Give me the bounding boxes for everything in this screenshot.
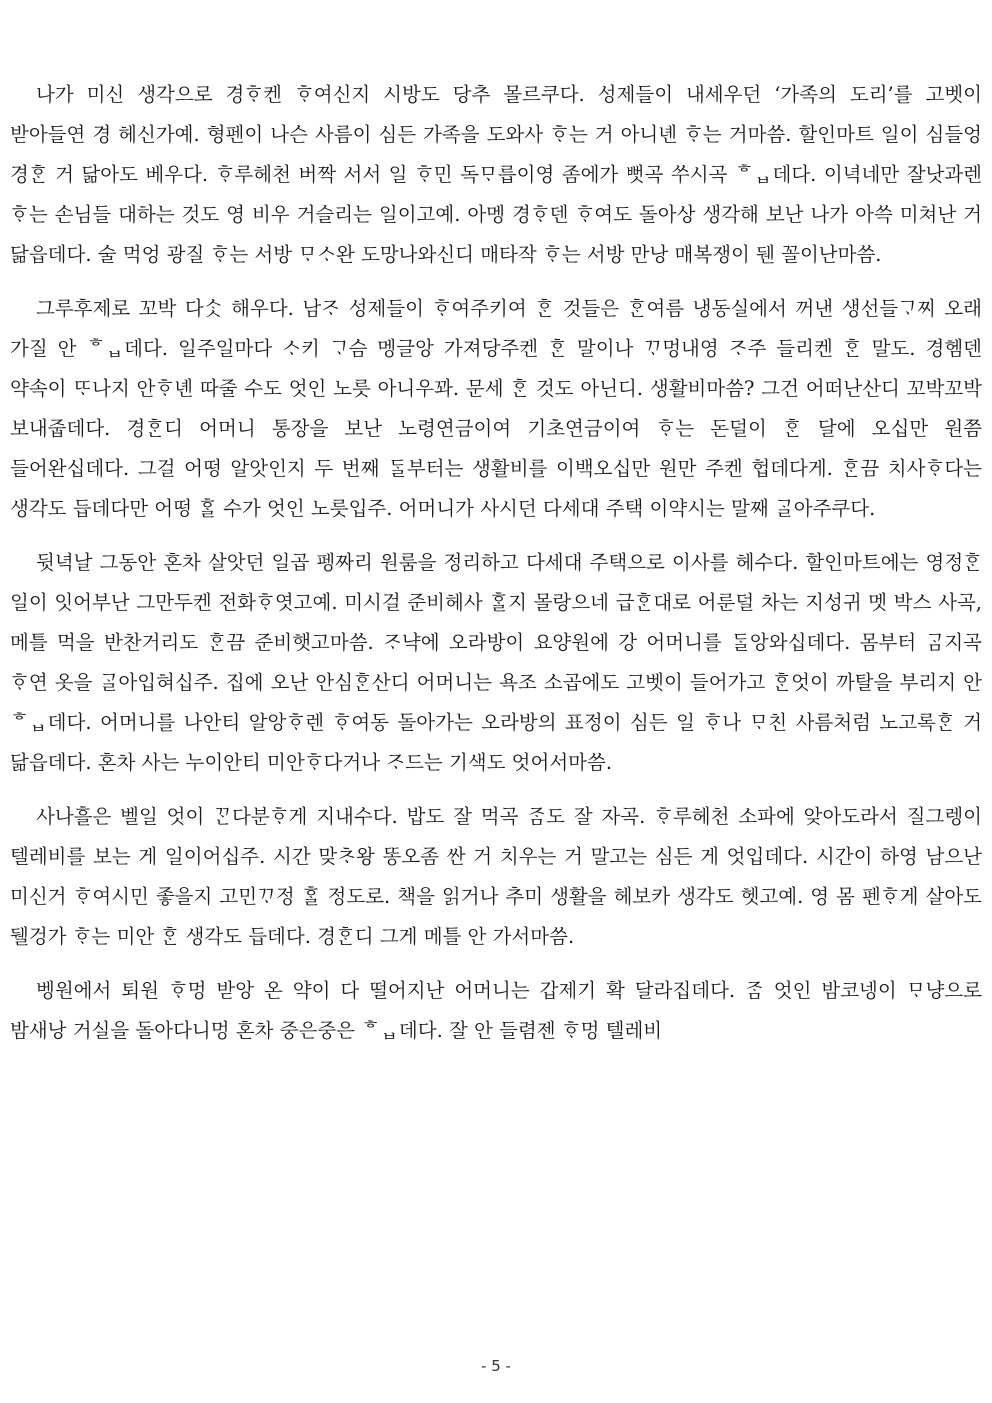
paragraph-2: 그루후제로 꼬박 다ᄉᆞᆺ 해우다. 남ᄌᆞ 성제들이 ᄒᆞ여주키여 ᄒᆞᆫ 것들은 ᄒᆞᆫ여름 냉동실에서 꺼낸 생선들ᄀᆞ찌 오래 가질 안 ᄒᆸ데다. 일주일마다 ᄉᆞ키 ᄀᆞ슴 멩글앙 가져당주켄 ᄒᆞᆫ 말이나 ᄁᆞ멍내영 ᄌᆞ주 들리켄 ᄒᆞᆫ 말도. 경헴덴 약속이 ᄄᆞ나지 안ᄒᆞ녠 따줄 수도 엇인 노릇 아니우꽈. 문세 ᄒᆞᆫ 것도 아닌디. 생활비마씀? 그건 어떠난산디 꼬박꼬박 보내줍데다. 경ᄒᆞᆫ디 어머니 통장을 보난 노령연금이여 기초연금이여 ᄒᆞ는 돈덜이 ᄒᆞᆫ 달에 오십만 원쯤 들어완십데다. 그걸 어떵 알앗인지 두 번째 ᄃᆞᆯ부터는 생활비를 이백오십만 원만 주켄 헙데다게. ᄒᆞᆫ끔 치사ᄒᆞ다는 생각도 듭데다만 어떵 ᄒᆞᆯ 수가 엇인 노릇입주. 어머니가 사시던 다세대 주택 이약시는 말째 ᄀᆞᆯ아주쿠다. — [10, 297, 982, 520]
page-number: - 5 - — [481, 1357, 511, 1375]
paragraph-1: 나가 미신 생각으로 경ᄒᆞ켄 ᄒᆞ여신지 시방도 당추 몰르쿠다. 성제들이 내세우던 ‘가족의 도리’를 고벳이 받아들연 경 헤신가예. 형펜이 나슨 사름이 심든 가족을 도와사 ᄒᆞ는 거 아니녠 ᄒᆞ는 거마씀. 할인마트 일이 심들엉 경ᄒᆞᆫ 거 닮아도 베우다. ᄒᆞ루헤천 버짝 서서 일 ᄒᆞ민 독ᄆᆞ릅이영 좀에가 뻣곡 쑤시곡 ᄒᆸ데다. 이녁네만 잘낫과렌 ᄒᆞ는 손님들 대하는 것도 영 비우 거슬리는 일이고예. 아멩 경ᄒᆞ덴 ᄒᆞ여도 돌아상 생각해 보난 나가 아쓱 미쳐난 거 닮읍데다. 술 먹엉 광질 ᄒᆞ는 서방 ᄆᆞᄉᆞ완 도망나와신디 매타작 ᄒᆞ는 서방 만낭 매복쟁이 뒌 꼴이난마씀. — [10, 83, 982, 266]
paragraph-5: 벵원에서 퇴원 ᄒᆞ멍 받앙 온 약이 다 떨어지난 어머니는 갑제기 확 달라집데다. ᄌᆞᆷ 엇인 밤코넹이 ᄆᆞ냥으로 밤새낭 거실을 돌아다니멍 혼차 중은중은 ᄒᆸ데다. 잘 안 들렴젠 ᄒᆞ멍 텔레비 — [10, 979, 982, 1042]
paragraph-3: 뒷녁날 그동안 혼차 살앗던 일곱 펭짜리 원룸을 정리하고 다세대 주택으로 이사를 헤수다. 할인마트에는 영정ᄒᆞᆫ 일이 잇어부난 그만두켄 전화ᄒᆞ엿고예. 미시걸 준비헤사 ᄒᆞᆯ지 몰랑으네 급ᄒᆞᆫ대로 어룬덜 차는 지성귀 멧 박스 사곡, 메틀 먹을 반찬거리도 ᄒᆞᆫ끔 준비햇고마씀. ᄌᆞ냑에 오라방이 요양원에 강 어머니를 ᄃᆞᆯ앙와십데다. 몸부터 ᄀᆞᆷ지곡 ᄒᆞ연 옷을 ᄀᆞᆯ아입혀십주. 집에 오난 안심ᄒᆞᆫ산디 어머니는 욕조 소곱에도 고벳이 들어가고 ᄒᆞᆫ엇이 까탈을 부리지 안 ᄒᆸ데다. 어머니를 나안티 알앙ᄒᆞ렌 ᄒᆞ여동 돌아가는 오라방의 표정이 심든 일 ᄒᆞ나 ᄆᆞ친 사름처럼 노고록ᄒᆞᆫ 거 닮읍데다. 혼차 사는 누이안티 미안ᄒᆞ다거나 ᄌᆞ드는 기색도 엇어서마씀. — [10, 551, 982, 774]
paragraph-4: 사나흘은 벨일 엇이 ᄁᆞᆫ다분ᄒᆞ게 지내수다. 밥도 잘 먹곡 ᄌᆞᆷ도 잘 자곡. ᄒᆞ루헤천 소파에 앚아도라서 질그렝이 텔레비를 보는 게 일이어십주. 시간 맞ᄎᆞ왕 똥오좀 싼 거 치우는 거 말고는 심든 게 엇입데다. 시간이 하영 남으난 미신거 ᄒᆞ여시민 좋을지 고민ᄁᆞ정 ᄒᆞᆯ 정도로. 책을 읽거나 추미 생활을 헤보카 생각도 헷고예. 영 몸 펜ᄒᆞ게 살아도 뒐겅가 ᄒᆞ는 미안 ᄒᆞᆫ 생각도 듭데다. 경ᄒᆞᆫ디 그게 메틀 안 가서마씀. — [10, 805, 982, 948]
document-body — [10, 75, 982, 1051]
